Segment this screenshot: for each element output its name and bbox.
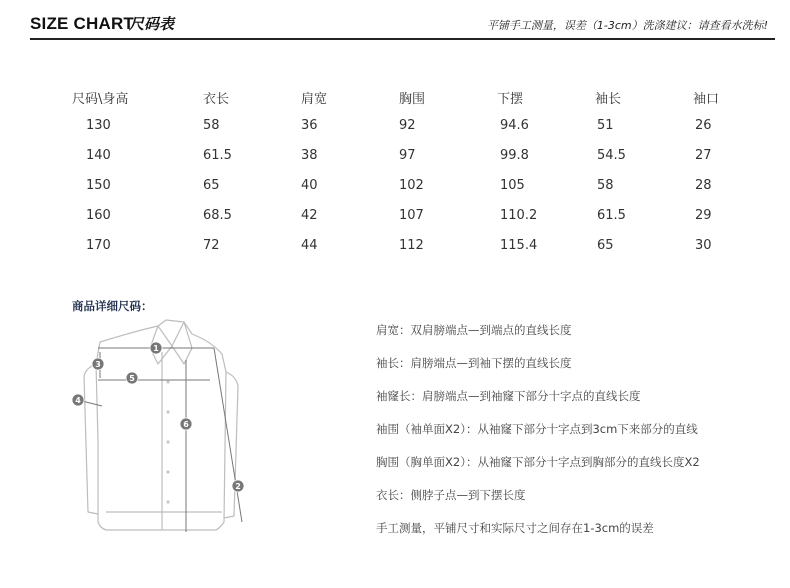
table-cell: 44 [301,238,318,253]
table-cell: 68.5 [203,208,232,223]
measurement-note: 平铺手工测量，误差（1-3cm）洗涤建议：请查看水洗标! [486,19,768,32]
table-header-row [0,88,790,108]
table-row [0,148,790,168]
table-cell: 112 [399,238,424,253]
table-cell: 107 [399,208,424,223]
note-armhole: 袖窿长：肩膀端点—到袖窿下部分十字点的直线长度 [376,389,641,403]
header-cell-hem: 下摆 [497,92,524,107]
table-row [0,178,790,198]
button-dot [166,380,169,383]
table-row [0,208,790,228]
table-cell: 65 [597,238,614,253]
table-cell: 97 [399,148,416,163]
table-cell: 54.5 [597,148,626,163]
table-cell: 51 [597,118,614,133]
size-chart-title-cn: 尺码表 [129,15,175,33]
table-cell: 28 [695,178,712,193]
table-cell: 150 [86,178,111,193]
header-cell-size: 尺码\身高 [72,92,129,107]
table-cell: 105 [500,178,525,193]
table-cell: 72 [203,238,220,253]
note-error: 手工测量，平铺尺寸和实际尺寸之间存在1-3cm的误差 [376,521,654,535]
marker-label: 3 [95,360,101,369]
marker-label: 6 [183,420,189,429]
button-dot [166,470,169,473]
measurement-lines [78,348,242,532]
table-cell: 94.6 [500,118,529,133]
header-cell-sleeve: 袖长 [595,92,622,107]
note-shoulder: 肩宽：双肩膀端点—到端点的直线长度 [376,323,572,337]
header-cell-length: 衣长 [203,92,230,107]
marker-label: 4 [75,396,81,405]
table-row [0,118,790,138]
table-cell: 65 [203,178,220,193]
button-dot [166,440,169,443]
table-cell: 36 [301,118,318,133]
detail-size-title: 商品详细尺码： [72,299,153,313]
table-cell: 26 [695,118,712,133]
table-row [0,238,790,258]
header [0,0,790,40]
header-divider [30,38,775,40]
shirt-buttons [166,380,169,503]
table-cell: 58 [203,118,220,133]
table-cell: 130 [86,118,111,133]
table-cell: 61.5 [203,148,232,163]
note-chest: 胸围（胸单面X2）：从袖窿下部分十字点到胸部分的直线长度X2 [376,455,700,469]
table-cell: 99.8 [500,148,529,163]
table-cell: 58 [597,178,614,193]
table-cell: 92 [399,118,416,133]
header-cell-shoulder: 肩宽 [301,92,328,107]
shirt-measurement-diagram [62,312,262,542]
table-cell: 170 [86,238,111,253]
table-cell: 61.5 [597,208,626,223]
size-chart-title: SIZE CHART [30,14,134,33]
table-cell: 115.4 [500,238,538,253]
table-cell: 42 [301,208,318,223]
header-cell-chest: 胸围 [399,92,426,107]
header-cell-cuff: 袖口 [693,92,720,107]
table-cell: 40 [301,178,318,193]
table-cell: 27 [695,148,712,163]
table-cell: 38 [301,148,318,163]
marker-label: 5 [129,374,135,383]
table-cell: 29 [695,208,712,223]
table-cell: 140 [86,148,111,163]
marker-label: 2 [235,482,241,491]
table-cell: 30 [695,238,712,253]
table-cell: 160 [86,208,111,223]
sleeve-length-line [214,348,242,522]
table-cell: 110.2 [500,208,538,223]
button-dot [166,410,169,413]
note-length: 衣长：侧脖子点—到下摆长度 [376,488,526,502]
note-sleeve-width: 袖围（袖单面X2）：从袖窿下部分十字点到3cm下来部分的直线 [376,422,698,436]
marker-label: 1 [153,344,159,353]
button-dot [166,500,169,503]
table-cell: 102 [399,178,424,193]
note-sleeve-length: 袖长：肩膀端点—到袖下摆的直线长度 [376,356,572,370]
